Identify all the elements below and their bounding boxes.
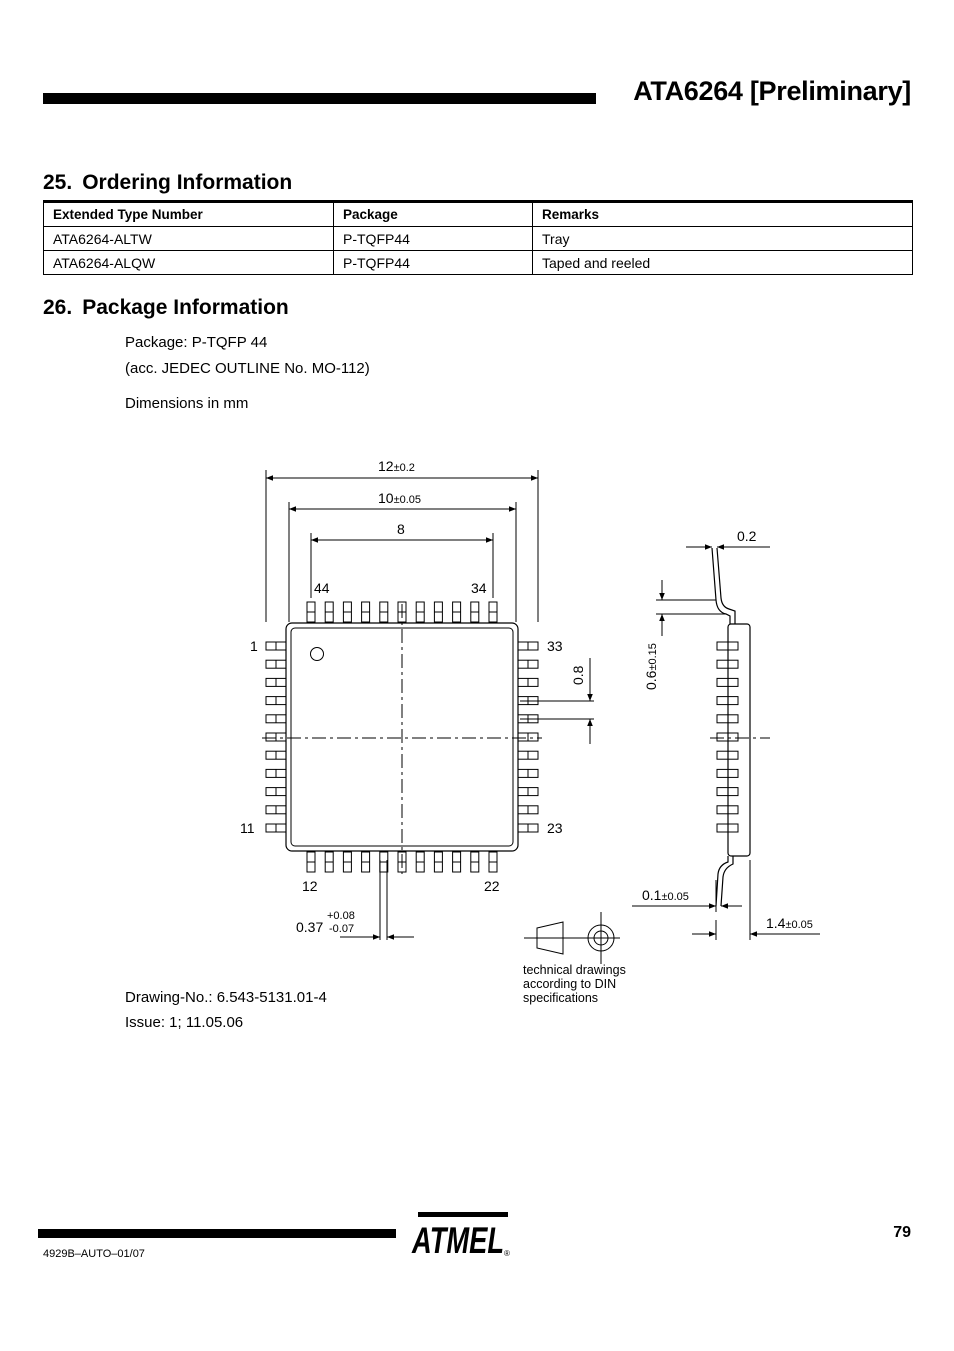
table-header-row bbox=[44, 202, 913, 227]
column-header: Extended Type Number bbox=[44, 202, 334, 227]
header-rule bbox=[43, 93, 596, 104]
column-header: Package bbox=[334, 202, 533, 227]
pin-label-22: 22 bbox=[484, 878, 500, 894]
dim-label-01: 0.1±0.05 bbox=[642, 887, 689, 903]
dim-label-10: 10±0.05 bbox=[378, 490, 422, 506]
table-cell: P-TQFP44 bbox=[334, 227, 533, 251]
tol-label-037-plus: +0.08 bbox=[327, 910, 355, 922]
document-code: 4929B–AUTO–01/07 bbox=[43, 1248, 145, 1260]
table-row bbox=[44, 227, 913, 251]
svg-text:®: ® bbox=[504, 1249, 510, 1258]
pin-label-34: 34 bbox=[471, 580, 487, 596]
dim-label-12: 12±0.2 bbox=[378, 458, 415, 474]
table-cell: Tray bbox=[533, 227, 913, 251]
package-side-view bbox=[710, 548, 770, 906]
dim-label-037: 0.37 bbox=[296, 919, 324, 935]
atmel-logo bbox=[410, 1208, 514, 1258]
issue-date: Issue: 1; 11.05.06 bbox=[125, 1014, 244, 1031]
section-heading-package: 26. Package Information bbox=[43, 296, 289, 319]
jedec-outline-text: (acc. JEDEC OUTLINE No. MO-112) bbox=[125, 360, 370, 377]
dim-label-14: 1.4±0.05 bbox=[766, 915, 813, 931]
drawing-number: Drawing-No.: 6.543-5131.01-4 bbox=[125, 989, 327, 1006]
document-title: ATA6264 [Preliminary] bbox=[633, 76, 911, 106]
table-cell: ATA6264-ALQW bbox=[44, 251, 334, 275]
footer-rule bbox=[38, 1229, 396, 1238]
dim-label-02: 0.2 bbox=[737, 528, 757, 544]
package-drawing bbox=[0, 440, 954, 1000]
dim-label-08: 0.8 bbox=[570, 665, 586, 685]
din-note: technical drawings according to DIN specifications bbox=[523, 963, 626, 1005]
pin-label-12: 12 bbox=[302, 878, 318, 894]
page-number: 79 bbox=[893, 1224, 911, 1241]
ordering-table bbox=[43, 200, 913, 275]
pin-label-44: 44 bbox=[314, 580, 330, 596]
table-cell: ATA6264-ALTW bbox=[44, 227, 334, 251]
svg-text:ATMEL: ATMEL bbox=[411, 1220, 504, 1258]
table-cell: Taped and reeled bbox=[533, 251, 913, 275]
pin-label-1: 1 bbox=[250, 638, 258, 654]
dim-label-8: 8 bbox=[397, 521, 405, 537]
projection-symbol bbox=[524, 912, 620, 964]
package-type-text: Package: P-TQFP 44 bbox=[125, 334, 268, 351]
pin-label-33: 33 bbox=[547, 638, 563, 654]
dim-label-06: 0.6±0.15 bbox=[643, 643, 659, 690]
table-row bbox=[44, 251, 913, 275]
package-top-view bbox=[262, 602, 542, 874]
tol-label-037-minus: -0.07 bbox=[329, 923, 355, 935]
table-cell: P-TQFP44 bbox=[334, 251, 533, 275]
dimensions-unit-text: Dimensions in mm bbox=[125, 395, 249, 412]
column-header: Remarks bbox=[533, 202, 913, 227]
pin-label-11: 11 bbox=[240, 820, 255, 836]
pin-label-23: 23 bbox=[547, 820, 563, 836]
section-heading-ordering: 25. Ordering Information bbox=[43, 171, 293, 194]
